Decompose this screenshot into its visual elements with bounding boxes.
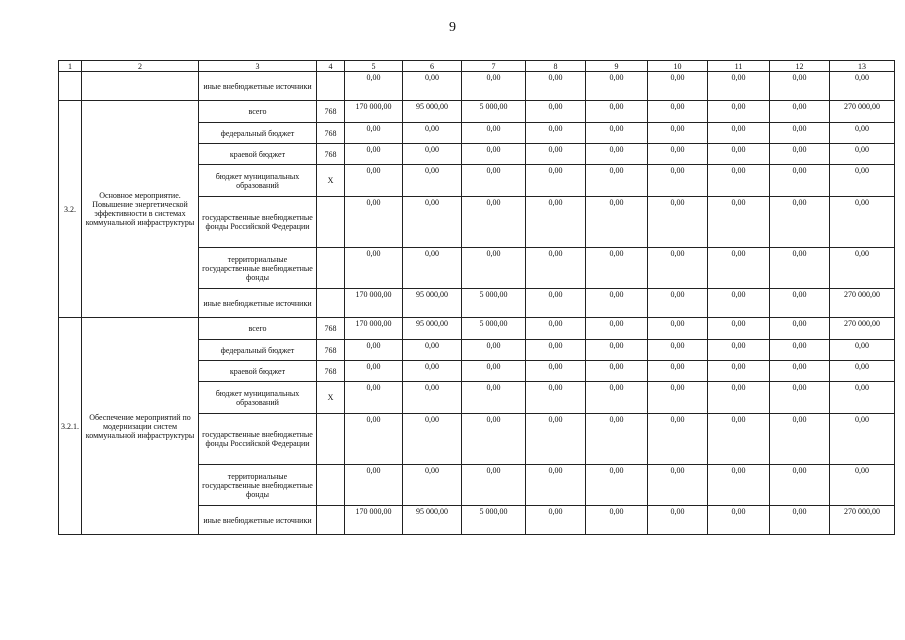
value-cell: 0,00 bbox=[462, 197, 526, 248]
funding-source: иные внебюджетные источники bbox=[199, 289, 317, 318]
value-cell: 0,00 bbox=[830, 144, 895, 165]
funding-source: территориальные государственные внебюджетные фонды bbox=[199, 248, 317, 289]
value-cell: 170 000,00 bbox=[345, 289, 403, 318]
value-cell: 0,00 bbox=[462, 144, 526, 165]
funding-source: государственные внебюджетные фонды Российской Федерации bbox=[199, 197, 317, 248]
table-body bbox=[59, 61, 895, 535]
value-cell: 0,00 bbox=[403, 72, 462, 101]
item-index: 3.2.1. bbox=[59, 318, 82, 535]
value-cell: 0,00 bbox=[770, 465, 830, 506]
value-cell: 0,00 bbox=[403, 361, 462, 382]
value-cell: 0,00 bbox=[586, 123, 648, 144]
value-cell: 0,00 bbox=[586, 465, 648, 506]
value-cell: 0,00 bbox=[770, 165, 830, 197]
value-cell: 0,00 bbox=[770, 248, 830, 289]
value-cell: 0,00 bbox=[586, 101, 648, 123]
value-cell: 0,00 bbox=[586, 382, 648, 414]
value-cell: 0,00 bbox=[648, 361, 708, 382]
header-cell: 7 bbox=[462, 61, 526, 72]
funding-source: всего bbox=[199, 318, 317, 340]
value-cell: 0,00 bbox=[345, 465, 403, 506]
value-cell: 270 000,00 bbox=[830, 289, 895, 318]
value-cell: 5 000,00 bbox=[462, 506, 526, 535]
budget-code: 768 bbox=[317, 340, 345, 361]
value-cell: 0,00 bbox=[770, 506, 830, 535]
value-cell: 0,00 bbox=[526, 340, 586, 361]
value-cell: 0,00 bbox=[526, 289, 586, 318]
header-cell: 13 bbox=[830, 61, 895, 72]
name-cell bbox=[82, 72, 199, 101]
value-cell: 0,00 bbox=[586, 289, 648, 318]
header-cell: 11 bbox=[708, 61, 770, 72]
value-cell: 0,00 bbox=[708, 289, 770, 318]
funding-source: краевой бюджет bbox=[199, 144, 317, 165]
value-cell: 0,00 bbox=[708, 165, 770, 197]
value-cell: 0,00 bbox=[586, 506, 648, 535]
value-cell: 0,00 bbox=[345, 197, 403, 248]
value-cell: 0,00 bbox=[648, 248, 708, 289]
value-cell: 0,00 bbox=[526, 72, 586, 101]
value-cell: 0,00 bbox=[462, 465, 526, 506]
budget-code bbox=[317, 72, 345, 101]
header-cell: 12 bbox=[770, 61, 830, 72]
index-cell bbox=[59, 72, 82, 101]
funding-source: бюджет муниципальных образований bbox=[199, 382, 317, 414]
budget-code: 768 bbox=[317, 123, 345, 144]
budget-code bbox=[317, 414, 345, 465]
value-cell: 0,00 bbox=[770, 123, 830, 144]
header-cell: 4 bbox=[317, 61, 345, 72]
value-cell: 0,00 bbox=[770, 340, 830, 361]
value-cell: 0,00 bbox=[770, 101, 830, 123]
value-cell: 0,00 bbox=[770, 144, 830, 165]
value-cell: 0,00 bbox=[345, 361, 403, 382]
value-cell: 0,00 bbox=[345, 248, 403, 289]
value-cell: 0,00 bbox=[708, 414, 770, 465]
value-cell: 0,00 bbox=[586, 144, 648, 165]
value-cell: 0,00 bbox=[770, 72, 830, 101]
value-cell: 0,00 bbox=[403, 414, 462, 465]
value-cell: 0,00 bbox=[403, 123, 462, 144]
value-cell: 0,00 bbox=[648, 382, 708, 414]
funding-source: государственные внебюджетные фонды Российской Федерации bbox=[199, 414, 317, 465]
value-cell: 0,00 bbox=[648, 123, 708, 144]
value-cell: 0,00 bbox=[830, 197, 895, 248]
value-cell: 0,00 bbox=[586, 340, 648, 361]
value-cell: 0,00 bbox=[462, 72, 526, 101]
funding-source: всего bbox=[199, 101, 317, 123]
value-cell: 170 000,00 bbox=[345, 506, 403, 535]
value-cell: 0,00 bbox=[345, 414, 403, 465]
value-cell: 0,00 bbox=[462, 165, 526, 197]
funding-source: иные внебюджетные источники bbox=[199, 506, 317, 535]
value-cell: 0,00 bbox=[345, 382, 403, 414]
budget-code: X bbox=[317, 382, 345, 414]
budget-code: 768 bbox=[317, 318, 345, 340]
value-cell: 0,00 bbox=[648, 318, 708, 340]
value-cell: 0,00 bbox=[462, 414, 526, 465]
budget-code bbox=[317, 506, 345, 535]
value-cell: 0,00 bbox=[462, 382, 526, 414]
value-cell: 0,00 bbox=[462, 123, 526, 144]
value-cell: 0,00 bbox=[708, 144, 770, 165]
value-cell: 0,00 bbox=[708, 197, 770, 248]
header-row bbox=[59, 61, 895, 72]
value-cell: 0,00 bbox=[462, 248, 526, 289]
value-cell: 0,00 bbox=[830, 165, 895, 197]
value-cell: 0,00 bbox=[403, 248, 462, 289]
budget-code: 768 bbox=[317, 144, 345, 165]
value-cell: 0,00 bbox=[586, 165, 648, 197]
value-cell: 5 000,00 bbox=[462, 101, 526, 123]
header-cell: 3 bbox=[199, 61, 317, 72]
header-cell: 1 bbox=[59, 61, 82, 72]
value-cell: 0,00 bbox=[526, 248, 586, 289]
value-cell: 0,00 bbox=[526, 123, 586, 144]
budget-code bbox=[317, 248, 345, 289]
value-cell: 0,00 bbox=[708, 248, 770, 289]
value-cell: 270 000,00 bbox=[830, 506, 895, 535]
value-cell: 0,00 bbox=[648, 165, 708, 197]
value-cell: 95 000,00 bbox=[403, 318, 462, 340]
value-cell: 0,00 bbox=[403, 382, 462, 414]
funding-source: территориальные государственные внебюджетные фонды bbox=[199, 465, 317, 506]
value-cell: 0,00 bbox=[648, 506, 708, 535]
value-cell: 0,00 bbox=[403, 165, 462, 197]
value-cell: 0,00 bbox=[403, 197, 462, 248]
value-cell: 0,00 bbox=[770, 318, 830, 340]
value-cell: 0,00 bbox=[586, 197, 648, 248]
value-cell: 0,00 bbox=[648, 340, 708, 361]
funding-source: федеральный бюджет bbox=[199, 340, 317, 361]
budget-code: 768 bbox=[317, 101, 345, 123]
funding-source: бюджет муниципальных образований bbox=[199, 165, 317, 197]
value-cell: 0,00 bbox=[648, 414, 708, 465]
value-cell: 0,00 bbox=[708, 340, 770, 361]
value-cell: 0,00 bbox=[770, 382, 830, 414]
value-cell: 0,00 bbox=[708, 318, 770, 340]
value-cell: 0,00 bbox=[586, 414, 648, 465]
value-cell: 0,00 bbox=[708, 72, 770, 101]
page-number: 9 bbox=[449, 20, 456, 35]
value-cell: 0,00 bbox=[708, 506, 770, 535]
value-cell: 0,00 bbox=[708, 101, 770, 123]
header-cell: 2 bbox=[82, 61, 199, 72]
item-index: 3.2. bbox=[59, 101, 82, 318]
header-cell: 5 bbox=[345, 61, 403, 72]
value-cell: 0,00 bbox=[830, 361, 895, 382]
value-cell: 0,00 bbox=[526, 197, 586, 248]
value-cell: 0,00 bbox=[830, 465, 895, 506]
value-cell: 0,00 bbox=[526, 101, 586, 123]
value-cell: 0,00 bbox=[526, 361, 586, 382]
value-cell: 0,00 bbox=[648, 289, 708, 318]
value-cell: 5 000,00 bbox=[462, 318, 526, 340]
value-cell: 0,00 bbox=[526, 465, 586, 506]
value-cell: 170 000,00 bbox=[345, 318, 403, 340]
value-cell: 0,00 bbox=[770, 414, 830, 465]
value-cell: 0,00 bbox=[830, 414, 895, 465]
value-cell: 0,00 bbox=[403, 340, 462, 361]
value-cell: 0,00 bbox=[586, 248, 648, 289]
value-cell: 0,00 bbox=[526, 382, 586, 414]
value-cell: 0,00 bbox=[648, 101, 708, 123]
value-cell: 0,00 bbox=[648, 144, 708, 165]
value-cell: 0,00 bbox=[345, 340, 403, 361]
value-cell: 0,00 bbox=[770, 197, 830, 248]
value-cell: 0,00 bbox=[526, 506, 586, 535]
header-cell: 6 bbox=[403, 61, 462, 72]
funding-source: краевой бюджет bbox=[199, 361, 317, 382]
value-cell: 0,00 bbox=[526, 318, 586, 340]
header-cell: 9 bbox=[586, 61, 648, 72]
continuation-row bbox=[59, 72, 895, 101]
budget-code: 768 bbox=[317, 361, 345, 382]
value-cell: 270 000,00 bbox=[830, 101, 895, 123]
value-cell: 0,00 bbox=[708, 361, 770, 382]
value-cell: 95 000,00 bbox=[403, 289, 462, 318]
value-cell: 0,00 bbox=[708, 123, 770, 144]
value-cell: 0,00 bbox=[586, 72, 648, 101]
value-cell: 0,00 bbox=[648, 197, 708, 248]
budget-code bbox=[317, 197, 345, 248]
value-cell: 0,00 bbox=[345, 72, 403, 101]
value-cell: 0,00 bbox=[830, 248, 895, 289]
budget-code: X bbox=[317, 165, 345, 197]
value-cell: 0,00 bbox=[770, 289, 830, 318]
value-cell: 0,00 bbox=[648, 72, 708, 101]
value-cell: 0,00 bbox=[345, 123, 403, 144]
value-cell: 0,00 bbox=[708, 465, 770, 506]
value-cell: 0,00 bbox=[345, 144, 403, 165]
value-cell: 0,00 bbox=[526, 414, 586, 465]
value-cell: 0,00 bbox=[586, 361, 648, 382]
value-cell: 0,00 bbox=[830, 382, 895, 414]
item-name: Основное мероприятие. Повышение энергетической эффективности в системах коммунальной инфраструктуры bbox=[82, 101, 199, 318]
funding-source: иные внебюджетные источники bbox=[199, 72, 317, 101]
value-cell: 95 000,00 bbox=[403, 506, 462, 535]
value-cell: 0,00 bbox=[830, 340, 895, 361]
budget-table bbox=[58, 60, 895, 535]
value-cell: 0,00 bbox=[345, 165, 403, 197]
value-cell: 0,00 bbox=[462, 340, 526, 361]
item-name: Обеспечение мероприятий по модернизации систем коммунальной инфраструктуры bbox=[82, 318, 199, 535]
header-cell: 8 bbox=[526, 61, 586, 72]
value-cell: 0,00 bbox=[708, 382, 770, 414]
value-cell: 0,00 bbox=[462, 361, 526, 382]
value-cell: 95 000,00 bbox=[403, 101, 462, 123]
table-row bbox=[59, 318, 895, 340]
funding-source: федеральный бюджет bbox=[199, 123, 317, 144]
header-cell: 10 bbox=[648, 61, 708, 72]
table-row bbox=[59, 101, 895, 123]
value-cell: 0,00 bbox=[526, 165, 586, 197]
budget-code bbox=[317, 465, 345, 506]
value-cell: 0,00 bbox=[648, 465, 708, 506]
value-cell: 270 000,00 bbox=[830, 318, 895, 340]
value-cell: 0,00 bbox=[403, 465, 462, 506]
value-cell: 0,00 bbox=[830, 123, 895, 144]
budget-code bbox=[317, 289, 345, 318]
value-cell: 5 000,00 bbox=[462, 289, 526, 318]
value-cell: 0,00 bbox=[403, 144, 462, 165]
value-cell: 0,00 bbox=[526, 144, 586, 165]
value-cell: 0,00 bbox=[586, 318, 648, 340]
value-cell: 0,00 bbox=[770, 361, 830, 382]
value-cell: 0,00 bbox=[830, 72, 895, 101]
value-cell: 170 000,00 bbox=[345, 101, 403, 123]
